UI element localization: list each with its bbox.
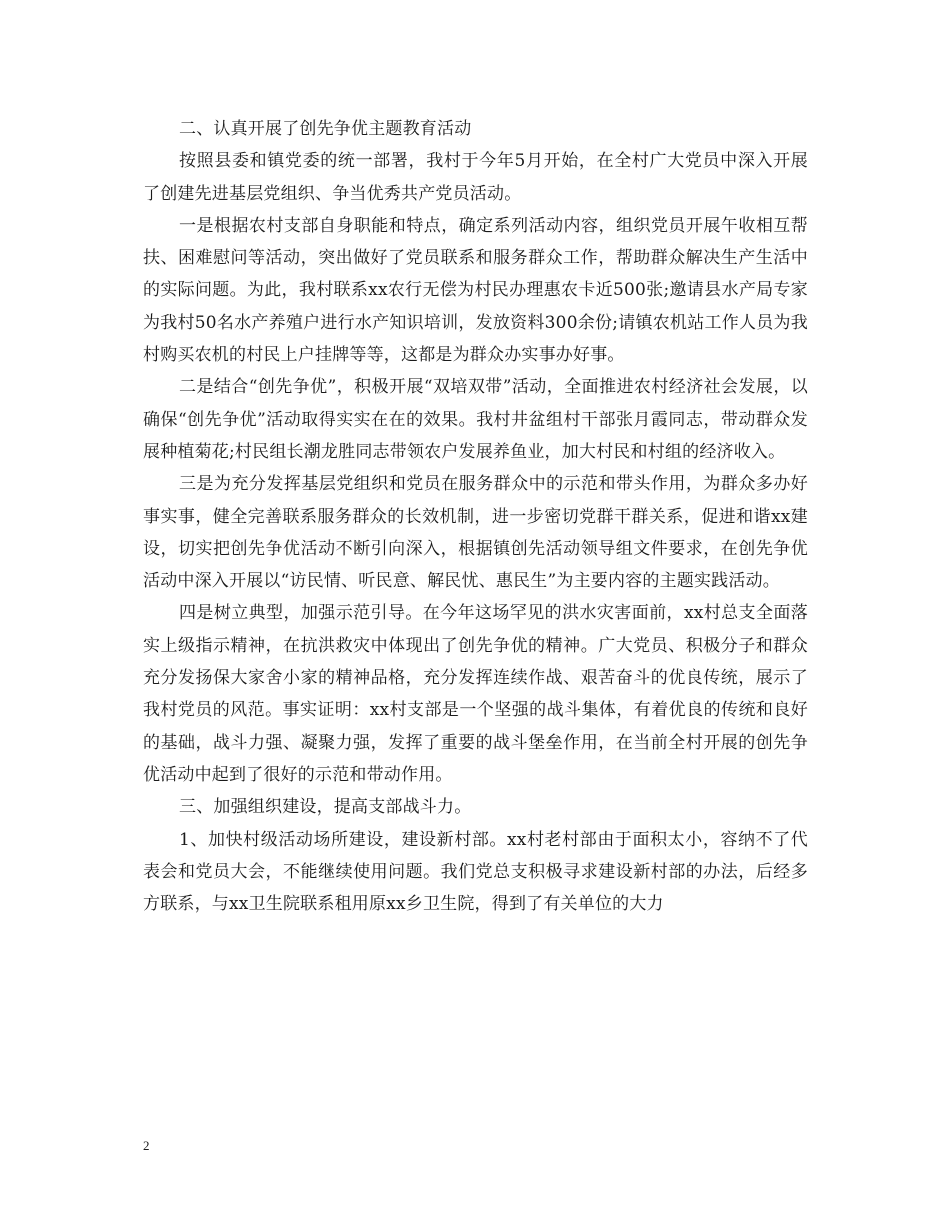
paragraph: 按照县委和镇党委的统一部署，我村于今年5月开始，在全村广大党员中深入开展了创建先进基层党组织、争当优秀共产党员活动。 — [143, 151, 808, 204]
paragraph: 一是根据农村支部自身职能和特点，确定系列活动内容，组织党员开展午收相互帮扶、困难慰问等活动，突出做好了党员联系和服务群众工作，帮助群众解决生产生活中的实际问题。为此，我村联系xx农行无偿为村民办理惠农卡近500张;邀请县水产局专家为我村50名水产养殖户进行水产知识培训，发放资料300余份;请镇农机站工作人员为我村购买农机的村民上户挂牌等等，这都是为群众办实事办好事。 — [143, 215, 808, 366]
paragraph: 二是结合“创先争优”，积极开展“双培双带”活动，全面推进农村经济社会发展，以确保“创先争优”活动取得实实在在的效果。我村井盆组村干部张月霞同志，带动群众发展种植菊花;村民组长潮龙胜同志带领农户发展养鱼业，加大村民和村组的经济收入。 — [143, 377, 808, 462]
section-heading: 二、认真开展了创先争优主题教育活动 — [179, 119, 472, 139]
document-body — [143, 113, 808, 920]
paragraph: 1、加快村级活动场所建设，建设新村部。xx村老村部由于面积太小，容纳不了代表会和党员大会，不能继续使用问题。我们党总支积极寻求建设新村部的办法，后经多方联系，与xx卫生院联系租用原xx乡卫生院，得到了有关单位的大力 — [143, 829, 808, 915]
paragraph: 三是为充分发挥基层党组织和党员在服务群众中的示范和带头作用，为群众多办好事实事，健全完善联系服务群众的长效机制，进一步密切党群干群关系，促进和谐xx建设，切实把创先争优活动不断引向深入，根据镇创先活动领导组文件要求，在创先争优活动中深入开展以“访民情、听民意、解民忧、惠民生”为主要内容的主题实践活动。 — [143, 474, 808, 592]
section-heading: 三、加强组织建设，提高支部战斗力。 — [179, 797, 472, 818]
paragraph: 四是树立典型，加强示范引导。在今年这场罕见的洪水灾害面前，xx村总支全面落实上级指示精神，在抗洪救灾中体现出了创先争优的精神。广大党员、积极分子和群众充分发扬保大家舍小家的精神品格，充分发挥连续作战、艰苦奋斗的优良传统，展示了我村党员的风范。事实证明：xx村支部是一个坚强的战斗集体，有着优良的传统和良好的基础，战斗力强、凝聚力强，发挥了重要的战斗堡垒作用，在当前全村开展的创先争优活动中起到了很好的示范和带动作用。 — [143, 603, 808, 785]
page-number: 2 — [143, 1138, 150, 1153]
